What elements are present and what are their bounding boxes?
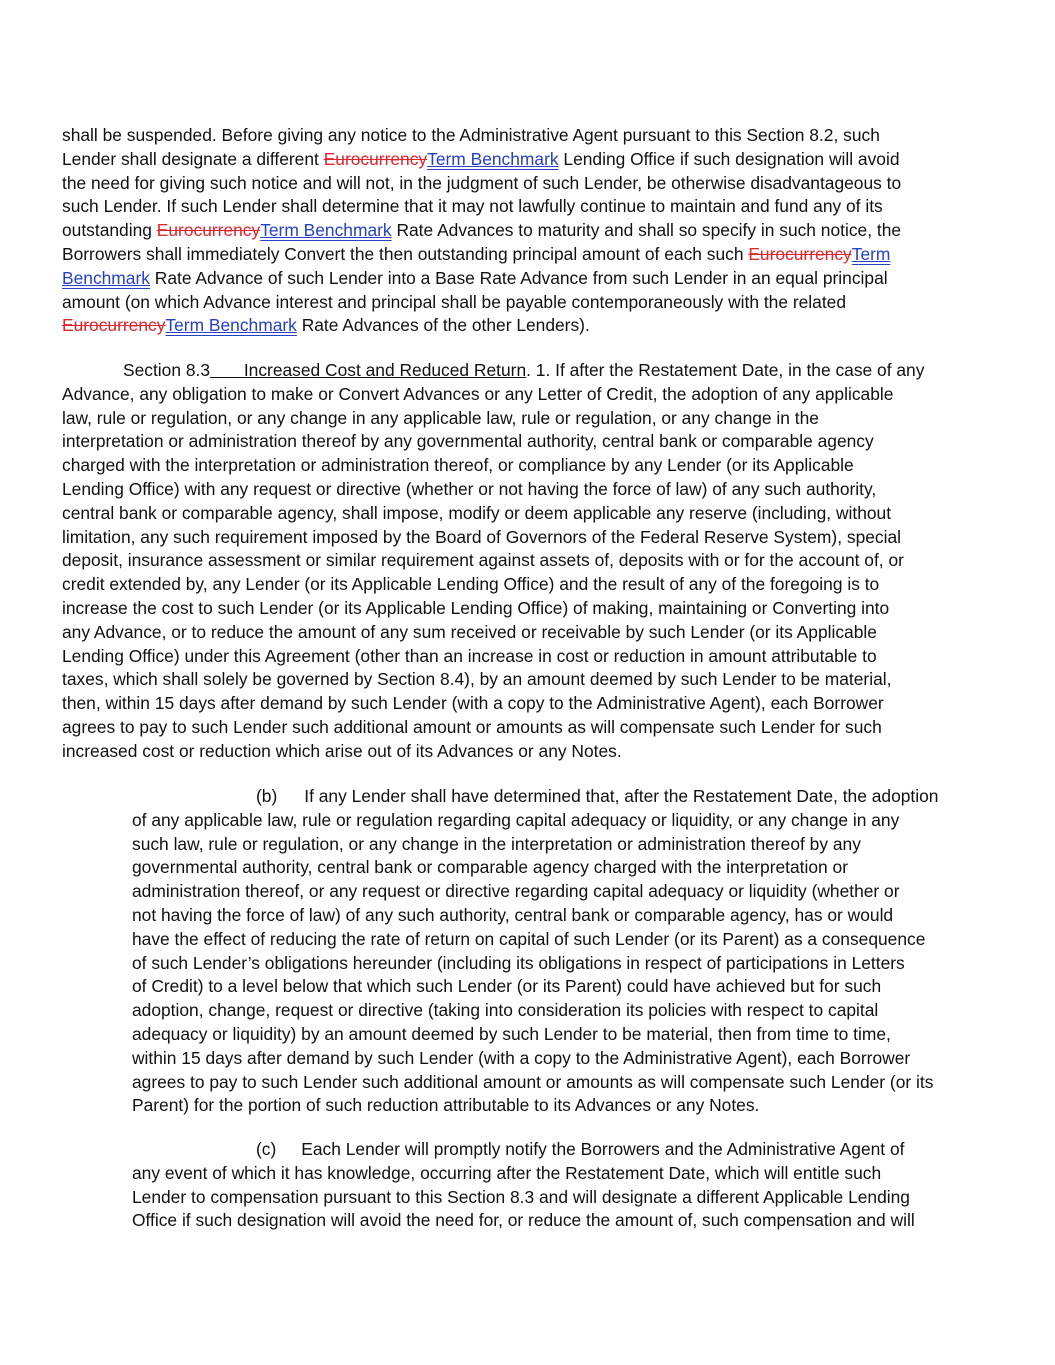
paragraph-subsection-c — [132, 1138, 994, 1233]
text-line: any event of which it has knowledge, occurring after the Restatement Date, which will entitle such — [132, 1162, 882, 1183]
text-run: Rate Advance of such Lender into a Base Rate Advance from such Lender in an equal principal — [149, 267, 888, 288]
text-run: If any Lender shall have determined that, after the Restatement Date, the adoption — [304, 786, 939, 806]
text-line: administration thereof, or any request or directive regarding capital adequacy or liquidity (whether or — [132, 881, 900, 902]
text-line: Lending Office) under this Agreement (other than an increase in cost or reduction in amount attributable to — [62, 645, 877, 666]
text-line: increase the cost to such Lender (or its Applicable Lending Office) of making, maintaining or Converting into — [62, 597, 890, 618]
text-line: of Credit) to a level below that which such Lender (or its Parent) could have achieved but for such — [132, 976, 882, 997]
text-line: within 15 days after demand by such Lender (with a copy to the Administrative Agent), each Borrower — [132, 1047, 911, 1068]
paragraph-subsection-b — [132, 785, 994, 1118]
text-line: credit extended by, any Lender (or its Applicable Lending Office) and the result of any of the foregoing is to — [62, 574, 880, 595]
heading-tab-underline — [210, 360, 244, 380]
inserted-text: Term Benchmark — [165, 315, 297, 336]
text-line: then, within 15 days after demand by such Lender (with a copy to the Administrative Agent), each Borrower — [62, 693, 884, 714]
subsection-label: (c) — [256, 1139, 277, 1159]
text-line: central bank or comparable agency, shall impose, modify or deem applicable any reserve (including, without — [62, 502, 892, 523]
text-run: Rate Advances to maturity and shall so specify in such notice, the — [391, 220, 902, 241]
section-heading-line — [62, 359, 992, 383]
text-line: such law, rule or regulation, or any change in the interpretation or administration thereof by any — [132, 833, 861, 854]
text-line: increased cost or reduction which arise out of its Advances or any Notes. — [62, 740, 622, 761]
subsection-label: (b) — [256, 786, 278, 806]
deleted-text: Eurocurrency — [323, 148, 428, 169]
text-line: the need for giving such notice and will not, in the judgment of such Lender, be otherwise disadvantageous to — [62, 172, 902, 193]
text-line — [132, 1138, 994, 1162]
text-line: of such Lender’s obligations hereunder (including its obligations in respect of participations in Letters — [132, 952, 905, 973]
text-line: agrees to pay to such Lender such additional amount or amounts as will compensate such Lender for such — [62, 716, 882, 737]
text-line: Office if such designation will avoid the need for, or reduce the amount of, such compensation and will — [132, 1210, 915, 1231]
section-heading: Increased Cost and Reduced Return — [243, 360, 527, 380]
text-line — [62, 267, 992, 291]
text-run: Each Lender will promptly notify the Borrowers and the Administrative Agent of — [301, 1139, 905, 1159]
text-line: of any applicable law, rule or regulation regarding capital adequacy or liquidity, or any change in any — [132, 809, 900, 830]
text-line: interpretation or administration thereof by any governmental authority, central bank or comparable agency — [62, 431, 874, 452]
text-line — [62, 219, 992, 243]
inserted-text: Term — [851, 243, 891, 264]
text-line: Parent) for the portion of such reduction attributable to its Advances or any Notes. — [132, 1095, 760, 1116]
paragraph-section-8-3 — [62, 359, 992, 764]
text-run: Lending Office if such designation will avoid — [558, 148, 900, 169]
text-line: law, rule or regulation, or any change in any applicable law, rule or regulation, or any change in the — [62, 407, 819, 428]
text-line: amount (on which Advance interest and principal shall be payable contemporaneously with the related — [62, 291, 847, 312]
inserted-text: Term Benchmark — [260, 220, 392, 241]
text-line: limitation, any such requirement imposed by the Board of Governors of the Federal Reserve System), special — [62, 526, 902, 547]
text-line: Lender to compensation pursuant to this Section 8.3 and will designate a different Applicable Lending — [132, 1186, 910, 1207]
text-line — [132, 785, 994, 809]
text-line: Lending Office) with any request or directive (whether or not having the force of law) of any such authority, — [62, 478, 877, 499]
text-run: outstanding — [62, 220, 157, 241]
text-line — [62, 314, 992, 338]
text-line: any Advance, or to reduce the amount of any sum received or receivable by such Lender (or its Applicable — [62, 621, 877, 642]
text-line — [62, 148, 992, 172]
text-run: Lender shall designate a different — [62, 148, 324, 169]
text-line: have the effect of reducing the rate of return on capital of such Lender (or its Parent) as a consequence — [132, 928, 926, 949]
text-line: taxes, which shall solely be governed by Section 8.4), by an amount deemed by such Lender to be material, — [62, 669, 892, 690]
text-line: adequacy or liquidity) by an amount deemed by such Lender to be material, then from time to time, — [132, 1023, 891, 1044]
text-line — [62, 243, 992, 267]
text-line: such Lender. If such Lender shall determine that it may not lawfully continue to maintain and fund any of its — [62, 196, 883, 217]
text-line: shall be suspended. Before giving any notice to the Administrative Agent pursuant to this Section 8.2, such — [62, 125, 880, 145]
text-run: Borrowers shall immediately Convert the then outstanding principal amount of each such — [62, 243, 749, 264]
text-run: Rate Advances of the other Lenders). — [296, 315, 590, 336]
section-number: Section 8.3 — [123, 360, 211, 380]
inserted-text: Benchmark — [62, 267, 150, 288]
text-line: not having the force of law) of any such authority, central bank or comparable agency, has or would — [132, 904, 894, 925]
text-line: adoption, change, request or directive (taking into consideration its policies with respect to capital — [132, 1000, 879, 1021]
text-line: agrees to pay to such Lender such additional amount or amounts as will compensate such Lender (or its — [132, 1071, 934, 1092]
text-line: Advance, any obligation to make or Convert Advances or any Letter of Credit, the adoption of any applicable — [62, 383, 894, 404]
deleted-text: Eurocurrency — [156, 220, 261, 241]
deleted-text: Eurocurrency — [62, 315, 166, 336]
inserted-text: Term Benchmark — [427, 148, 559, 169]
text-line: deposit, insurance assessment or similar requirement against assets of, deposits with or for the account of, or — [62, 550, 904, 571]
paragraph-section-8-2-continuation — [62, 124, 992, 338]
text-run: . 1. If after the Restatement Date, in the case of any — [526, 360, 925, 380]
text-line: charged with the interpretation or administration thereof, or compliance by any Lender (or its Applicable — [62, 455, 854, 476]
deleted-text: Eurocurrency — [748, 243, 852, 264]
text-line: governmental authority, central bank or comparable agency charged with the interpretation or — [132, 857, 848, 878]
